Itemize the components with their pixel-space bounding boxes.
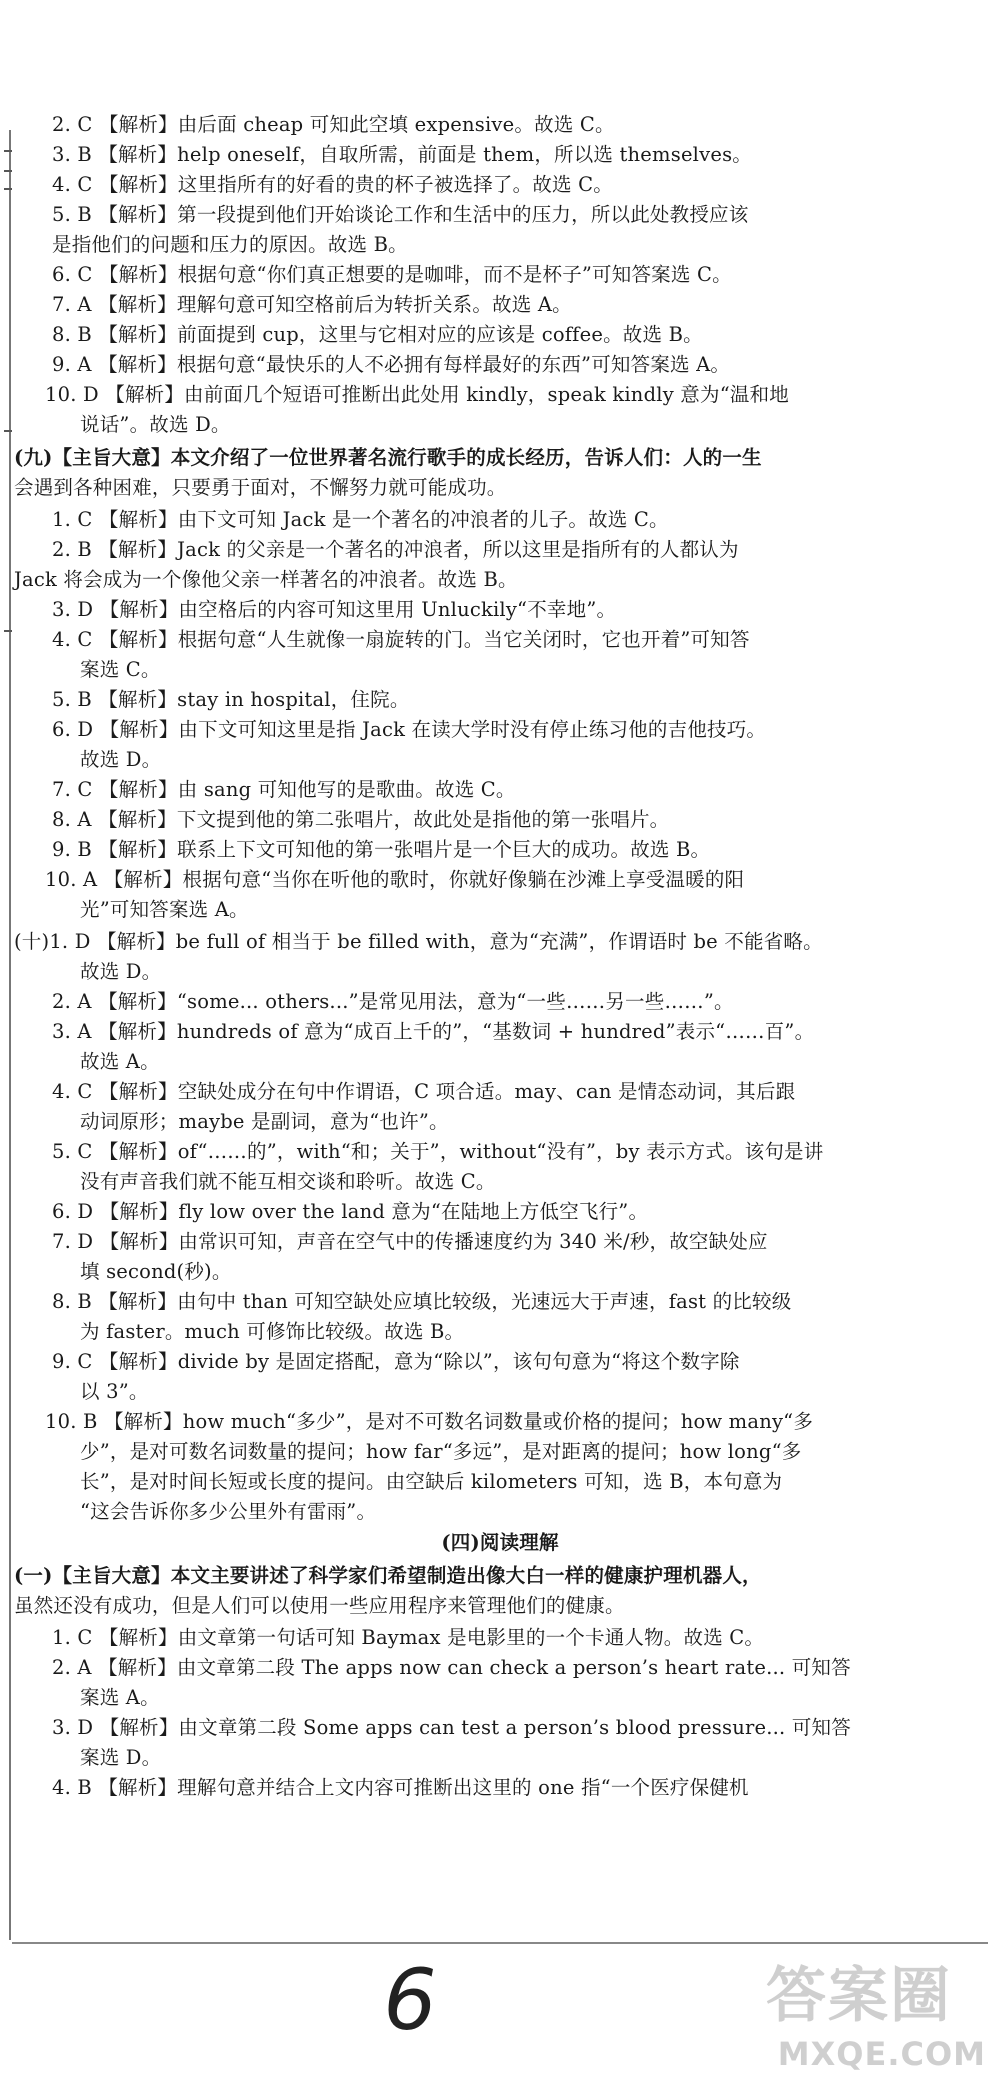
answer-line: 2. A 【解析】“some... others...”是常见用法，意为“一些……另一些……”。 bbox=[52, 990, 734, 1013]
answer-line: 1. C 【解析】由下文可知 Jack 是一个著名的冲浪者的儿子。故选 C。 bbox=[52, 508, 669, 531]
answer-line: 9. C 【解析】divide by 是固定搭配，意为“除以”，该句句意为“将这个数字除 bbox=[52, 1350, 740, 1373]
answer-line: 6. C 【解析】根据句意“你们真正想要的是咖啡，而不是杯子”可知答案选 C。 bbox=[52, 263, 732, 286]
answer-line: 虽然还没有成功，但是人们可以使用一些应用程序来管理他们的健康。 bbox=[14, 1594, 625, 1617]
answer-line: 以 3”。 bbox=[80, 1380, 149, 1403]
watermark-url: MXQE.COM bbox=[777, 2035, 986, 2073]
answer-line: 4. C 【解析】空缺处成分在句中作谓语，C 项合适。may、can 是情态动词，其后跟 bbox=[52, 1080, 796, 1103]
site-watermark bbox=[756, 1958, 986, 2076]
answer-line: 动词原形；maybe 是副词，意为“也许”。 bbox=[80, 1110, 449, 1133]
binding-margin-marks bbox=[0, 130, 14, 1940]
answer-line: 5. B 【解析】stay in hospital，住院。 bbox=[52, 688, 410, 711]
margin-tick bbox=[4, 630, 12, 632]
answer-line: 9. A 【解析】根据句意“最快乐的人不必拥有每样最好的东西”可知答案选 A。 bbox=[52, 353, 731, 376]
answer-line: 3. A 【解析】hundreds of 意为“成百上千的”，“基数词 + hundred”表示“……百”。 bbox=[52, 1020, 815, 1043]
answer-line: 6. D 【解析】fly low over the land 意为“在陆地上方低空飞行”。 bbox=[52, 1200, 649, 1223]
answer-line: 案选 D。 bbox=[80, 1746, 162, 1769]
answer-line: 说话”。故选 D。 bbox=[80, 413, 231, 436]
answer-line: 7. C 【解析】由 sang 可知他写的是歌曲。故选 C。 bbox=[52, 778, 516, 801]
margin-tick bbox=[4, 170, 12, 172]
answer-line: 故选 A。 bbox=[80, 1050, 160, 1073]
passage-summary-line: (一)【主旨大意】本文主要讲述了科学家们希望制造出像大白一样的健康护理机器人， bbox=[14, 1564, 762, 1587]
answer-line: 2. B 【解析】Jack 的父亲是一个著名的冲浪者，所以这里是指所有的人都认为 bbox=[52, 538, 739, 561]
answer-line: 为 faster。much 可修饰比较级。故选 B。 bbox=[80, 1320, 465, 1343]
handwritten-page-number: 6 bbox=[383, 1951, 437, 2049]
answer-line: 2. C 【解析】由后面 cheap 可知此空填 expensive。故选 C。 bbox=[52, 113, 615, 136]
answer-line: 5. C 【解析】of“……的”，with“和；关于”，without“没有”，by 表示方式。该句是讲 bbox=[52, 1140, 824, 1163]
answer-line: 会遇到各种困难，只要勇于面对，不懈努力就可能成功。 bbox=[14, 476, 507, 499]
answer-line: (十)1. D 【解析】be full of 相当于 be filled with，意为“充满”，作谓语时 be 不能省略。 bbox=[14, 930, 823, 953]
answer-line: 3. D 【解析】由空格后的内容可知这里用 Unluckily“不幸地”。 bbox=[52, 598, 617, 621]
answer-line: 是指他们的问题和压力的原因。故选 B。 bbox=[52, 233, 408, 256]
answer-line: 5. B 【解析】第一段提到他们开始谈论工作和生活中的压力，所以此处教授应该 bbox=[52, 203, 749, 226]
margin-tick bbox=[4, 188, 12, 190]
answer-line: 7. A 【解析】理解句意可知空格前后为转折关系。故选 A。 bbox=[52, 293, 572, 316]
answer-line: 填 second(秒)。 bbox=[80, 1260, 232, 1283]
answer-line: 故选 D。 bbox=[80, 960, 162, 983]
answer-line: 故选 D。 bbox=[80, 748, 162, 771]
answer-line: 10. A 【解析】根据句意“当你在听他的歌时，你就好像躺在沙滩上享受温暖的阳 bbox=[45, 868, 745, 891]
answer-line: 8. B 【解析】由句中 than 可知空缺处应填比较级，光速远大于声速，fast 的比较级 bbox=[52, 1290, 792, 1313]
answer-line: 4. C 【解析】这里指所有的好看的贵的杯子被选择了。故选 C。 bbox=[52, 173, 613, 196]
margin-tick bbox=[4, 430, 12, 432]
answer-line: 长”，是对时间长短或长度的提问。由空缺后 kilometers 可知，选 B，本句意为 bbox=[80, 1470, 783, 1493]
bottom-rule bbox=[12, 1942, 988, 1944]
answer-line: 10. D 【解析】由前面几个短语可推断出此处用 kindly，speak kindly 意为“温和地 bbox=[45, 383, 789, 406]
margin-rule bbox=[9, 130, 11, 1940]
answer-line: 4. C 【解析】根据句意“人生就像一扇旋转的门。当它关闭时，它也开着”可知答 bbox=[52, 628, 750, 651]
answer-line: 3. B 【解析】help oneself，自取所需，前面是 them，所以选 themselves。 bbox=[52, 143, 752, 166]
answer-line: 案选 C。 bbox=[80, 658, 161, 681]
answer-line: 9. B 【解析】联系上下文可知他的第一张唱片是一个巨大的成功。故选 B。 bbox=[52, 838, 711, 861]
answer-line: 7. D 【解析】由常识可知，声音在空气中的传播速度约为 340 米/秒，故空缺处应 bbox=[52, 1230, 768, 1253]
answer-line: 4. B 【解析】理解句意并结合上文内容可推断出这里的 one 指“一个医疗保健机 bbox=[52, 1776, 749, 1799]
answer-line: 少”，是对可数名词数量的提问；how far“多远”，是对距离的提问；how long“多 bbox=[80, 1440, 802, 1463]
passage-summary-line: (九)【主旨大意】本文介绍了一位世界著名流行歌手的成长经历，告诉人们：人的一生 bbox=[14, 446, 762, 469]
answer-line: 3. D 【解析】由文章第二段 Some apps can test a person’s blood pressure... 可知答 bbox=[52, 1716, 851, 1739]
watermark-logo-text: 答案圈 bbox=[766, 1961, 952, 2031]
answer-line: 8. B 【解析】前面提到 cup，这里与它相对应的应该是 coffee。故选 B。 bbox=[52, 323, 703, 346]
section-title: (四)阅读理解 bbox=[441, 1531, 559, 1554]
answer-line: Jack 将会成为一个像他父亲一样著名的冲浪者。故选 B。 bbox=[14, 568, 518, 591]
margin-tick bbox=[4, 150, 12, 152]
answer-line: 2. A 【解析】由文章第二段 The apps now can check a person’s heart rate... 可知答 bbox=[52, 1656, 851, 1679]
answer-line: 案选 A。 bbox=[80, 1686, 160, 1709]
answer-line: 光”可知答案选 A。 bbox=[80, 898, 249, 921]
answer-line: 没有声音我们就不能互相交谈和聆听。故选 C。 bbox=[80, 1170, 496, 1193]
answer-line: 10. B 【解析】how much“多少”，是对不可数名词数量或价格的提问；how many“多 bbox=[45, 1410, 814, 1433]
answer-line: 8. A 【解析】下文提到他的第二张唱片，故此处是指他的第一张唱片。 bbox=[52, 808, 670, 831]
answer-line: 6. D 【解析】由下文可知这里是指 Jack 在读大学时没有停止练习他的吉他技巧。 bbox=[52, 718, 767, 741]
answer-line: “这会告诉你多少公里外有雷雨”。 bbox=[80, 1500, 377, 1523]
answer-line: 1. C 【解析】由文章第一句话可知 Baymax 是电影里的一个卡通人物。故选 C。 bbox=[52, 1626, 765, 1649]
